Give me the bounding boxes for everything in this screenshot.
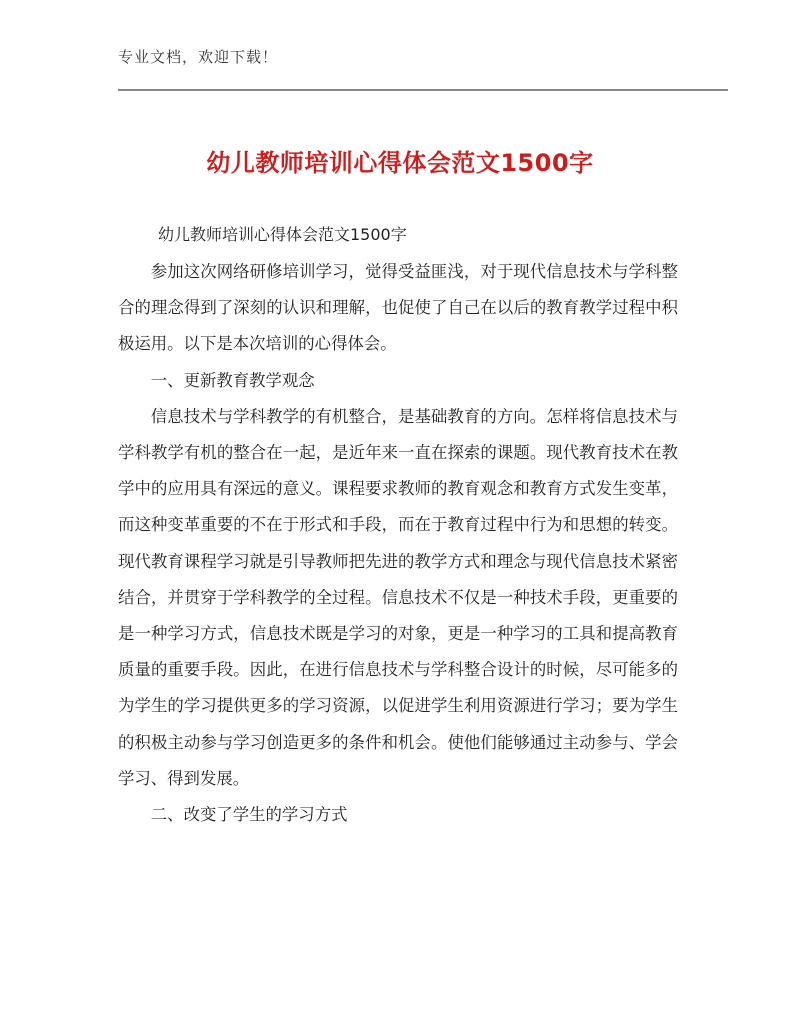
header-divider xyxy=(118,89,728,91)
section-heading-1: 一、更新教育教学观念 xyxy=(150,370,315,390)
document-title: 幼儿教师培训心得体会范文1500字 xyxy=(206,149,594,177)
page-header: 专业文档，欢迎下载！ xyxy=(118,48,279,66)
paragraph-intro: 参加这次网络研修培训学习，觉得受益匪浅，对于现代信息技术与学科整合的理念得到了深刻的认识和理解，也促使了自己在以后的教育教学过程中积极运用。以下是本次培训的心得体会。 xyxy=(118,262,678,354)
document-subtitle: 幼儿教师培训心得体会范文1500字 xyxy=(158,225,407,244)
paragraph-section-1: 信息技术与学科教学的有机整合，是基础教育的方向。怎样将信息技术与学科教学有机的整合在一起，是近年来一直在探索的课题。现代教育技术在教学中的应用具有深远的意义。课程要求教师的教育观念和教育方式发生变革，而这种变革重要的不在于形式和手段，而在于教育过程中行为和思想的转变。现代教育课程学习就是引导教师把先进的教学方式和理念与现代信息技术紧密结合，并贯穿于学科教学的全过程。信息技术不仅是一种技术手段，更重要的是一种学习方式，信息技术既是学习的对象，更是一种学习的工具和提高教育质量的重要手段。因此，在进行信息技术与学科整合设计的时候，尽可能多的为学生的学习提供更多的学习资源，以促进学生利用资源进行学习；要为学生的积极主动参与学习创造更多的条件和机会。使他们能够通过主动参与、学会学习、得到发展。 xyxy=(118,406,678,788)
section-heading-2: 二、改变了学生的学习方式 xyxy=(150,805,348,825)
document-body xyxy=(118,254,678,833)
